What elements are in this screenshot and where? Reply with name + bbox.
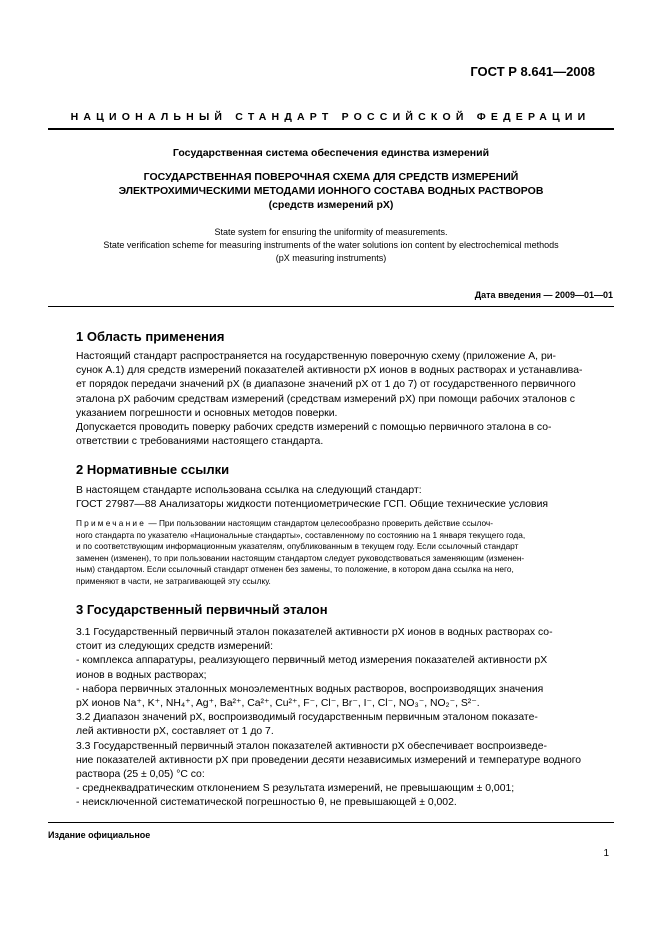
section-heading-references: 2 Нормативные ссылки (76, 462, 230, 477)
system-title: Государственная система обеспечения единства измерений (172, 147, 490, 159)
text-line: стоит из следующих средств измерений: (76, 641, 274, 653)
official-edition-label: Издание официальное (48, 830, 151, 840)
date-divider (48, 306, 614, 307)
text-line: ет порядок передачи значений pX (в диапазоне значений pX от 1 до 7) от государственного первичного (76, 379, 576, 391)
text-line: В настоящем стандарте использована ссылка на следующий стандарт: (76, 485, 422, 496)
note-line: и по соответствующим информационным указателям, опубликованным в текущем году. Если ссылочный стандарт (76, 541, 519, 552)
text-line: - неисключенной систематической погрешностью θ, не превышающей ± 0,002. (76, 797, 457, 809)
page-number: 1 (603, 848, 609, 859)
text-line: ние показателей активности pX при проведении десяти независимых измерений и температуре водного (76, 754, 582, 766)
text-line: 3.1 Государственный первичный эталон показателей активности pX ионов в водных растворах со- (76, 627, 553, 638)
text-line: - комплекса аппаратуры, реализующего первичный метод измерения показателей активности pX (76, 655, 548, 667)
text-line: - среднеквадратическим отклонением S результата измерений, не превышающим ± 0,001; (76, 783, 515, 795)
note-line: применяют в части, не затрагивающей эту ссылку. (76, 575, 271, 586)
header-divider (48, 128, 614, 130)
section1-paragraph (76, 350, 614, 449)
text-line: 3.3 Государственный первичный эталон показателей активности pX обеспечивает воспроизведе- (76, 740, 547, 752)
section-heading-primary-standard: 3 Государственный первичный эталон (76, 602, 328, 617)
text-line: Настоящий стандарт распространяется на государственную поверочную схему (приложение А, ри- (76, 351, 556, 362)
text-line: Допускается проводить поверку рабочих средств измерений с помощью первичного эталона в со- (76, 422, 552, 434)
note-line: ным) стандартом. Если ссылочный стандарт отменен без замены, то положение, в котором дана ссылка на него, (76, 564, 514, 575)
title-line: ЭЛЕКТРОХИМИЧЕСКИМИ МЕТОДАМИ ИОННОГО СОСТАВА ВОДНЫХ РАСТВОРОВ (118, 185, 544, 197)
note-line: — При пользовании настоящим стандартом целесообразно проверить действие ссылоч- (146, 518, 494, 528)
title-line: ГОСУДАРСТВЕННАЯ ПОВЕРОЧНАЯ СХЕМА ДЛЯ СРЕДСТВ ИЗМЕРЕНИЙ (143, 171, 519, 183)
text-line: лей активности pX, составляет от 1 до 7. (76, 726, 274, 738)
document-title (48, 170, 614, 212)
text-line: ГОСТ 27987—88 Анализаторы жидкости потенциометрические ГСП. Общие технические условия (76, 499, 549, 511)
text-line: эталона pX рабочим средствам измерений (средствам измерений pX) при помощи рабочих эталонов с (76, 393, 575, 405)
english-title (48, 226, 614, 265)
text-line: указанием погрешности и основных методов поверки. (76, 407, 338, 419)
introduction-date: Дата введения — 2009—01—01 (474, 290, 613, 300)
note-label: Примечание (76, 518, 147, 528)
standard-code: ГОСТ Р 8.641—2008 (470, 64, 595, 79)
section-heading-scope: 1 Область применения (76, 329, 225, 344)
section2-paragraph (76, 484, 614, 512)
reference-note (76, 518, 614, 588)
note-line: ного стандарта по указателю «Национальные стандарты», составленному по состоянию на 1 января текущего года, (76, 529, 526, 540)
ions-line: pX ионов Na⁺, K⁺, NH₄⁺, Ag⁺, Ba²⁺, Ca²⁺, Cu²⁺, F⁻, Cl⁻, Br⁻, I⁻, Cl⁻, NO₃⁻, NO₂⁻, S²⁻. (76, 698, 480, 710)
text-line: ионов в водных растворах; (76, 669, 207, 681)
english-line: State system for ensuring the uniformity of measurements. (214, 227, 448, 237)
section3-paragraph (76, 626, 614, 811)
title-line: (средств измерений pX) (268, 199, 394, 211)
text-line: ответствии с требованиями настоящего стандарта. (76, 436, 324, 448)
footer-divider (48, 822, 614, 823)
text-line: раствора (25 ± 0,05) °С со: (76, 769, 205, 781)
english-line: (pX measuring instruments) (275, 253, 387, 263)
note-line: заменен (изменен), то при пользовании настоящим стандартом следует руководствоваться заменяющим (изменен- (76, 552, 525, 563)
english-line: State verification scheme for measuring instruments of the water solutions ion content by electrochemical methods (103, 240, 559, 250)
text-line: 3.2 Диапазон значений pX, воспроизводимый государственным первичным эталоном показате- (76, 712, 538, 724)
text-line: - набора первичных эталонных моноэлементных водных растворов, воспроизводящих значения (76, 683, 544, 695)
national-standard-banner: НАЦИОНАЛЬНЫЙ СТАНДАРТ РОССИЙСКОЙ ФЕДЕРАЦИИ (70, 111, 591, 123)
text-line: сунок А.1) для средств измерений показателей активности pX ионов в водных растворах и устанавлива- (76, 365, 583, 377)
